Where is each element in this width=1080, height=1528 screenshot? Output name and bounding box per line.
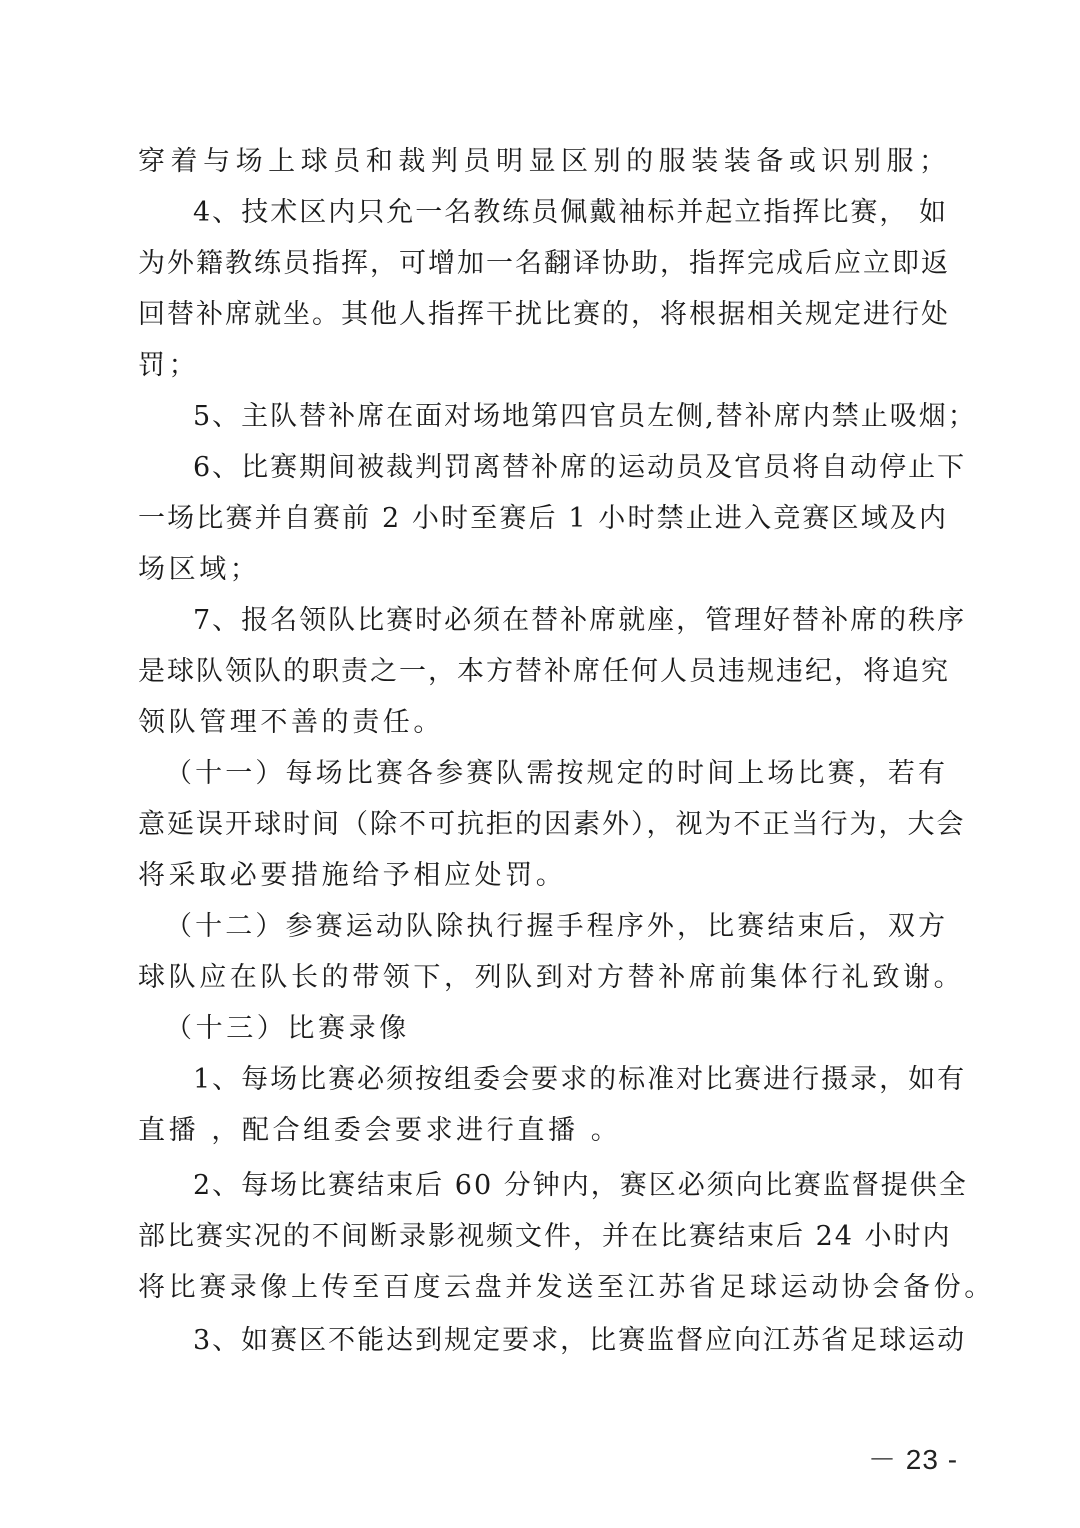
text-line: 部比赛实况的不间断录影视频文件，并在比赛结束后 24 小时内 bbox=[138, 1221, 952, 1252]
section-heading: （十三）比赛录像 bbox=[165, 1013, 410, 1044]
text-line: 直播 ，配合组委会要求进行直播 。 bbox=[138, 1115, 622, 1146]
page-number: － 23 - bbox=[868, 1444, 959, 1475]
text-line: 3、如赛区不能达到规定要求，比赛监督应向江苏省足球运动 bbox=[193, 1325, 967, 1356]
text-line: 4、技术区内只允一名教练员佩戴袖标并起立指挥比赛， 如 bbox=[193, 197, 948, 228]
text-line: 为外籍教练员指挥，可增加一名翻译协助，指挥完成后应立即返 bbox=[138, 248, 950, 279]
text-line: 意延误开球时间（除不可抗拒的因素外），视为不正当行为，大会 bbox=[138, 809, 966, 840]
text-line: 5、主队替补席在面对场地第四官员左侧,替补席内禁止吸烟； bbox=[193, 401, 977, 432]
text-line: 罚； bbox=[138, 350, 200, 381]
text-line: 领队管理不善的责任。 bbox=[138, 707, 444, 738]
text-line: 将采取必要措施给予相应处罚。 bbox=[138, 860, 567, 891]
text-line: 2、每场比赛结束后 60 分钟内，赛区必须向比赛监督提供全 bbox=[193, 1170, 968, 1201]
text-line: 7、报名领队比赛时必须在替补席就座，管理好替补席的秩序 bbox=[193, 605, 967, 636]
text-line: （十二）参赛运动队除执行握手程序外，比赛结束后，双方 bbox=[165, 911, 947, 942]
text-line: 回替补席就坐。其他人指挥干扰比赛的，将根据相关规定进行处 bbox=[138, 299, 950, 330]
text-line: 将比赛录像上传至百度云盘并发送至江苏省足球运动协会备份。 bbox=[138, 1272, 995, 1303]
text-line: 穿着与场上球员和裁判员明显区别的服装装备或识别服； bbox=[138, 146, 948, 177]
text-line: 是球队领队的职责之一，本方替补席任何人员违规违纪，将追究 bbox=[138, 656, 950, 687]
text-line: 6、比赛期间被裁判罚离替补席的运动员及官员将自动停止下 bbox=[193, 452, 967, 483]
text-line: 一场比赛并自赛前 2 小时至赛后 1 小时禁止进入竞赛区域及内 bbox=[138, 503, 948, 534]
text-line: 球队应在队长的带领下，列队到对方替补席前集体行礼致谢。 bbox=[138, 962, 965, 993]
text-line: 1、每场比赛必须按组委会要求的标准对比赛进行摄录，如有 bbox=[193, 1064, 967, 1095]
text-line: （十一）每场比赛各参赛队需按规定的时间上场比赛，若有 bbox=[165, 758, 947, 789]
text-line: 场区域； bbox=[138, 554, 261, 585]
